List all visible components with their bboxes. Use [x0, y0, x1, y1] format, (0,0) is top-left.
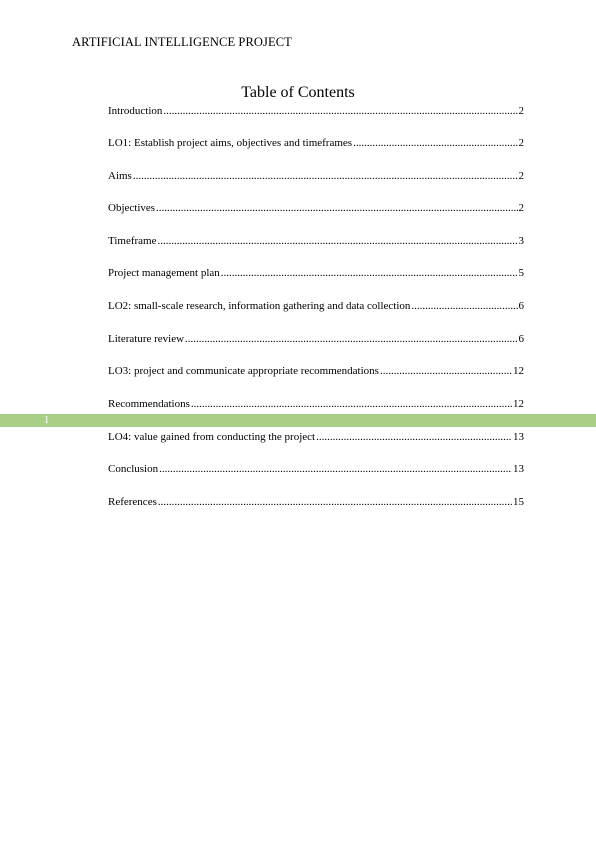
- toc-dot-leader: [157, 234, 517, 248]
- toc-dot-leader: [316, 430, 512, 444]
- toc-dot-leader: [185, 332, 517, 346]
- toc-entry-page: 13: [513, 431, 524, 443]
- toc-dot-leader: [158, 495, 512, 509]
- toc-entry-label: Aims: [108, 170, 132, 182]
- toc-entry-literature-review[interactable]: [108, 332, 524, 346]
- toc-entry-page: 2: [518, 170, 524, 182]
- toc-dot-leader: [191, 397, 512, 411]
- toc-dot-leader: [353, 136, 517, 150]
- toc-entry-aims[interactable]: [108, 169, 524, 183]
- toc-entry-label: References: [108, 496, 157, 508]
- toc-entry-page: 13: [513, 463, 524, 475]
- toc-title: Table of Contents: [241, 84, 355, 101]
- toc-entry-page: 6: [518, 333, 524, 345]
- toc-entry-recommendations[interactable]: [108, 397, 524, 411]
- toc-entry-page: 5: [518, 267, 524, 279]
- toc-entry-page: 12: [513, 365, 524, 377]
- toc-entry-conclusion[interactable]: [108, 462, 524, 476]
- toc-entry-label: Recommendations: [108, 398, 190, 410]
- toc-entry-introduction[interactable]: [108, 104, 524, 118]
- page-number: 1: [44, 415, 50, 426]
- toc-entry-label: Objectives: [108, 202, 156, 214]
- toc-entry-page: 2: [518, 105, 524, 117]
- toc-entry-lo3[interactable]: [108, 364, 524, 378]
- toc-dot-leader: [163, 104, 517, 118]
- toc-entry-label: LO3: project and communicate appropriate recommendations: [108, 365, 379, 377]
- toc-entry-lo1[interactable]: [108, 136, 524, 150]
- toc-entry-page: 15: [513, 496, 524, 508]
- toc-entry-label: Literature review: [108, 333, 185, 345]
- toc-entry-page: 2: [518, 137, 524, 149]
- running-header-title: ARTIFICIAL INTELLIGENCE PROJECT: [72, 35, 292, 49]
- toc-entry-label: LO2: small-scale research, information gathering and data collection: [108, 300, 411, 312]
- toc-entry-label: Project management plan: [108, 267, 220, 279]
- toc-entry-label: Introduction: [108, 105, 163, 117]
- toc-entry-label: Conclusion: [108, 463, 159, 475]
- toc-entry-page: 6: [518, 300, 524, 312]
- toc-entry-lo4[interactable]: [108, 430, 524, 444]
- page-number-band: [0, 414, 596, 427]
- toc-entry-project-management-plan[interactable]: [108, 266, 524, 280]
- toc-entry-page: 2: [518, 202, 524, 214]
- toc-entry-references[interactable]: [108, 495, 524, 509]
- toc-dot-leader: [159, 462, 512, 476]
- toc-dot-leader: [133, 169, 518, 183]
- toc-entry-label: Timeframe: [108, 235, 157, 247]
- toc-dot-leader: [156, 201, 517, 215]
- toc-dot-leader: [411, 299, 517, 313]
- toc-dot-leader: [221, 266, 518, 280]
- toc-entry-lo2[interactable]: [108, 299, 524, 313]
- toc-entry-objectives[interactable]: [108, 201, 524, 215]
- toc-entry-page: 3: [518, 235, 524, 247]
- toc-dot-leader: [380, 364, 512, 378]
- toc-entry-label: LO4: value gained from conducting the project: [108, 431, 316, 443]
- toc-entry-label: LO1: Establish project aims, objectives and timeframes: [108, 137, 353, 149]
- toc-entry-page: 12: [513, 398, 524, 410]
- toc-entry-timeframe[interactable]: [108, 234, 524, 248]
